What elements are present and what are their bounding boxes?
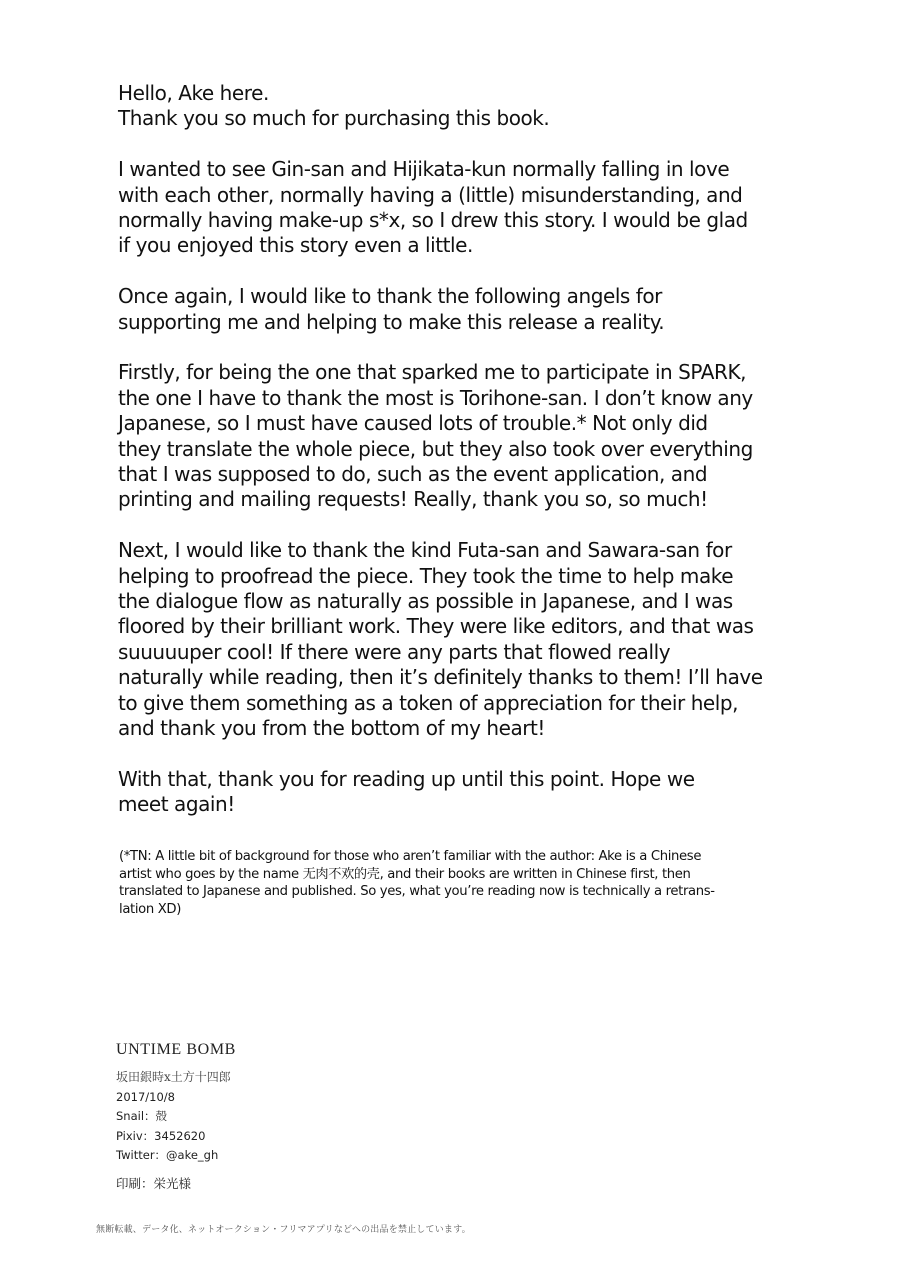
closing-paragraph bbox=[118, 767, 794, 818]
letter-line: if you enjoyed this story even a little. bbox=[118, 233, 473, 258]
translator-note-line: artist who goes by the name 无肉不欢的壳, and their books are written in Chinese first, then bbox=[119, 866, 691, 882]
afterword-letter bbox=[118, 81, 794, 843]
letter-line: Firstly, for being the one that sparked me to participate in SPARK, bbox=[118, 360, 747, 385]
twitter-handle: Twitter：@ake_gh bbox=[116, 1148, 219, 1163]
colophon bbox=[116, 1038, 516, 1194]
pixiv-id: Pixiv：3452620 bbox=[116, 1128, 206, 1143]
letter-line: naturally while reading, then it’s definitely thanks to them! I’ll have bbox=[118, 665, 763, 690]
translator-thanks-paragraph bbox=[118, 360, 794, 512]
proofreader-thanks-paragraph bbox=[118, 538, 794, 741]
letter-line: Hello, Ake here. bbox=[118, 81, 269, 105]
letter-line: Next, I would like to thank the kind Futa-san and Sawara-san for bbox=[118, 538, 732, 563]
letter-line: suuuuuper cool! If there were any parts that flowed really bbox=[118, 639, 671, 664]
snail-circle-name: Snail：殻 bbox=[116, 1109, 168, 1124]
letter-line: with each other, normally having a (little) misunderstanding, and bbox=[118, 182, 743, 207]
letter-line: they translate the whole piece, but they also took over everything bbox=[118, 436, 753, 461]
letter-line: Japanese, so I must have caused lots of trouble.* Not only did bbox=[118, 411, 708, 436]
letter-line: and thank you from the bottom of my heart! bbox=[118, 716, 545, 741]
translator-note-line: lation XD) bbox=[119, 901, 182, 917]
letter-line: With that, thank you for reading up until this point. Hope we bbox=[118, 766, 695, 791]
letter-line: the one I have to thank the most is Torihone-san. I don’t know any bbox=[118, 385, 753, 410]
translator-note-line: (*TN: A little bit of background for those who aren’t familiar with the author: Ake is a Chinese bbox=[119, 849, 702, 864]
letter-line: I wanted to see Gin-san and Hijikata-kun normally falling in love bbox=[118, 157, 730, 182]
letter-line: Thank you so much for purchasing this book. bbox=[118, 106, 550, 131]
thanks-intro-paragraph bbox=[118, 284, 794, 335]
letter-line: helping to proofread the piece. They took the time to help make bbox=[118, 563, 734, 588]
translator-note bbox=[119, 848, 779, 918]
letter-line: to give them something as a token of appreciation for their help, bbox=[118, 690, 739, 715]
letter-line: that I was supposed to do, such as the event application, and bbox=[118, 462, 708, 487]
pairing-text: 坂田銀時x土方十四郎 bbox=[116, 1070, 231, 1084]
printer-credit: 印刷：栄光様 bbox=[116, 1175, 192, 1191]
story-intent-paragraph bbox=[118, 157, 794, 259]
book-title: UNTIME BOMB bbox=[116, 1041, 236, 1058]
letter-line: the dialogue flow as naturally as possible in Japanese, and I was bbox=[118, 589, 733, 614]
letter-line: supporting me and helping to make this release a reality. bbox=[118, 309, 665, 334]
publication-date: 2017/10/8 bbox=[116, 1089, 175, 1104]
letter-line: Once again, I would like to thank the following angels for bbox=[118, 284, 662, 309]
letter-line: meet again! bbox=[118, 792, 235, 817]
letter-line: floored by their brilliant work. They were like editors, and that was bbox=[118, 614, 754, 639]
letter-line: printing and mailing requests! Really, thank you so, so much! bbox=[118, 487, 708, 512]
letter-line: normally having make-up s*x, so I drew this story. I would be glad bbox=[118, 208, 748, 233]
copyright-notice: 無断転載、データ化、ネットオークション・フリマアプリなどへの出品を禁止しています。 bbox=[96, 1225, 471, 1235]
translator-note-line: translated to Japanese and published. So yes, what you’re reading now is technically a retrans- bbox=[119, 884, 715, 900]
greeting-paragraph bbox=[118, 81, 794, 132]
